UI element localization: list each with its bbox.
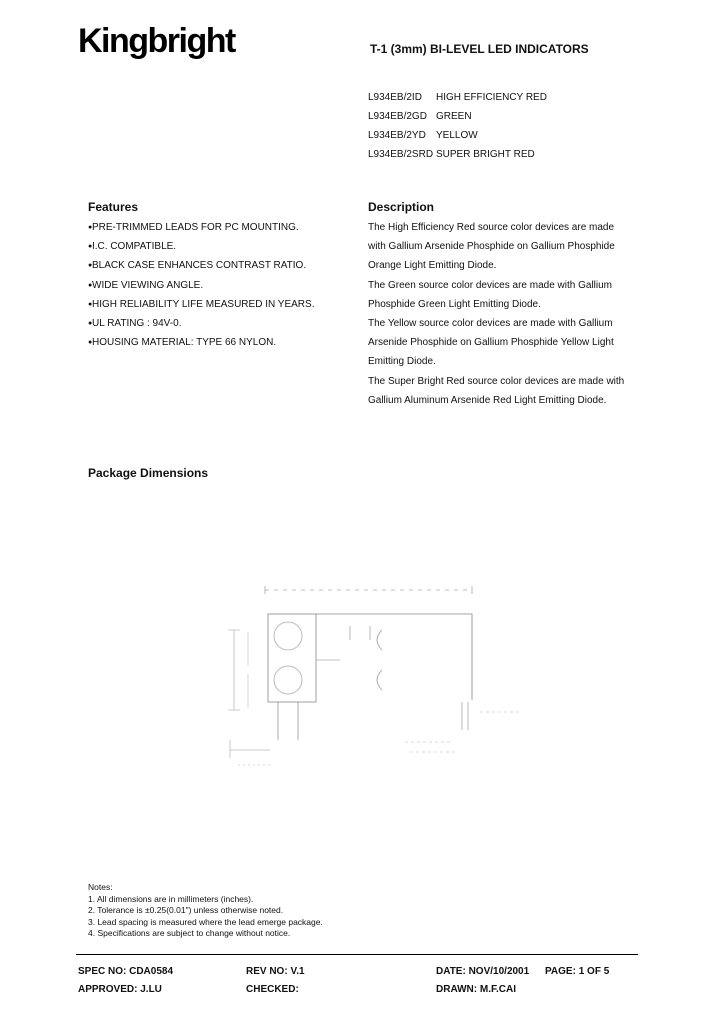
description-line: Arsenide Phosphide on Gallium Phosphide Yellow Light <box>368 337 614 349</box>
feature-item: ● WIDE VIEWING ANGLE. <box>88 280 314 299</box>
description-line: The Green source color devices are made with Gallium <box>368 279 612 291</box>
feature-item: ● BLACK CASE ENHANCES CONTRAST RATIO. <box>88 260 314 279</box>
part-row <box>368 111 547 130</box>
description-line: The High Efficiency Red source color devices are made <box>368 222 615 233</box>
bullet-icon: ● <box>88 224 93 231</box>
bullet-icon: ● <box>88 281 93 289</box>
description-line: with Gallium Arsenide Phosphide on Gallium Phosphide <box>368 241 615 253</box>
checked-by: CHECKED: <box>246 984 299 995</box>
feature-item: ● PRE-TRIMMED LEADS FOR PC MOUNTING. <box>88 222 314 241</box>
feature-item: ● I.C. COMPATIBLE. <box>88 241 314 260</box>
note-item: 1. All dimensions are in millimeters (inches). <box>88 893 254 904</box>
part-row <box>368 92 547 111</box>
footer-divider <box>76 954 638 955</box>
bullet-icon: ● <box>88 319 93 327</box>
description-line: Gallium Aluminum Arsenide Red Light Emitting Diode. <box>368 394 607 406</box>
note-item: 2. Tolerance is ±0.25(0.01") unless otherwise noted. <box>88 905 284 915</box>
spec-number: SPEC NO: CDA0584 <box>78 966 174 977</box>
part-number: L934EB/2ID <box>368 92 422 103</box>
notes-block <box>88 882 323 940</box>
bullet-icon: ● <box>88 339 93 347</box>
part-row <box>368 149 547 168</box>
package-dimensions-drawing <box>210 570 540 790</box>
document-date: DATE: NOV/10/2001 <box>436 966 530 977</box>
features-heading: Features <box>88 200 139 214</box>
part-row <box>368 130 547 149</box>
description-line: The Yellow source color devices are made with Gallium <box>368 317 613 329</box>
drawn-by: DRAWN: M.F.CAI <box>436 984 516 995</box>
features-list <box>88 222 314 356</box>
page-number: PAGE: 1 OF 5 <box>545 966 610 977</box>
part-color: YELLOW <box>436 130 478 141</box>
bullet-icon: ● <box>88 262 93 270</box>
part-color: GREEN <box>436 111 472 122</box>
bullet-icon: ● <box>88 243 93 251</box>
revision-number: REV NO: V.1 <box>246 966 305 977</box>
part-number: L934EB/2SRD <box>368 149 434 160</box>
document-title: T-1 (3mm) BI-LEVEL LED INDICATORS <box>370 42 589 56</box>
description-line: Emitting Diode. <box>368 356 436 368</box>
description-line: The Super Bright Red source color devices are made with <box>368 375 625 387</box>
feature-item: ● HIGH RELIABILITY LIFE MEASURED IN YEARS. <box>88 299 314 318</box>
description-heading: Description <box>368 200 435 214</box>
part-number-table <box>368 92 547 168</box>
bullet-icon: ● <box>88 300 93 308</box>
note-item: 4. Specifications are subject to change without notice. <box>88 928 291 938</box>
feature-item: ● UL RATING : 94V-0. <box>88 318 314 337</box>
description-line: Phosphide Green Light Emitting Diode. <box>368 298 541 310</box>
part-number: L934EB/2YD <box>368 130 426 141</box>
part-number: L934EB/2GD <box>368 111 427 122</box>
part-color: HIGH EFFICIENCY RED <box>436 92 547 103</box>
brand-logo: Kingbright <box>78 22 235 60</box>
note-item: 3. Lead spacing is measured where the lead emerge package. <box>88 916 323 927</box>
feature-item: ● HOUSING MATERIAL: TYPE 66 NYLON. <box>88 337 314 356</box>
description-text <box>368 222 624 414</box>
approved-by: APPROVED: J.LU <box>78 984 162 995</box>
description-line: Orange Light Emitting Diode. <box>368 260 497 272</box>
notes-heading: Notes: <box>88 882 113 892</box>
part-color: SUPER BRIGHT RED <box>436 149 535 160</box>
package-dimensions-heading: Package Dimensions <box>88 466 209 480</box>
